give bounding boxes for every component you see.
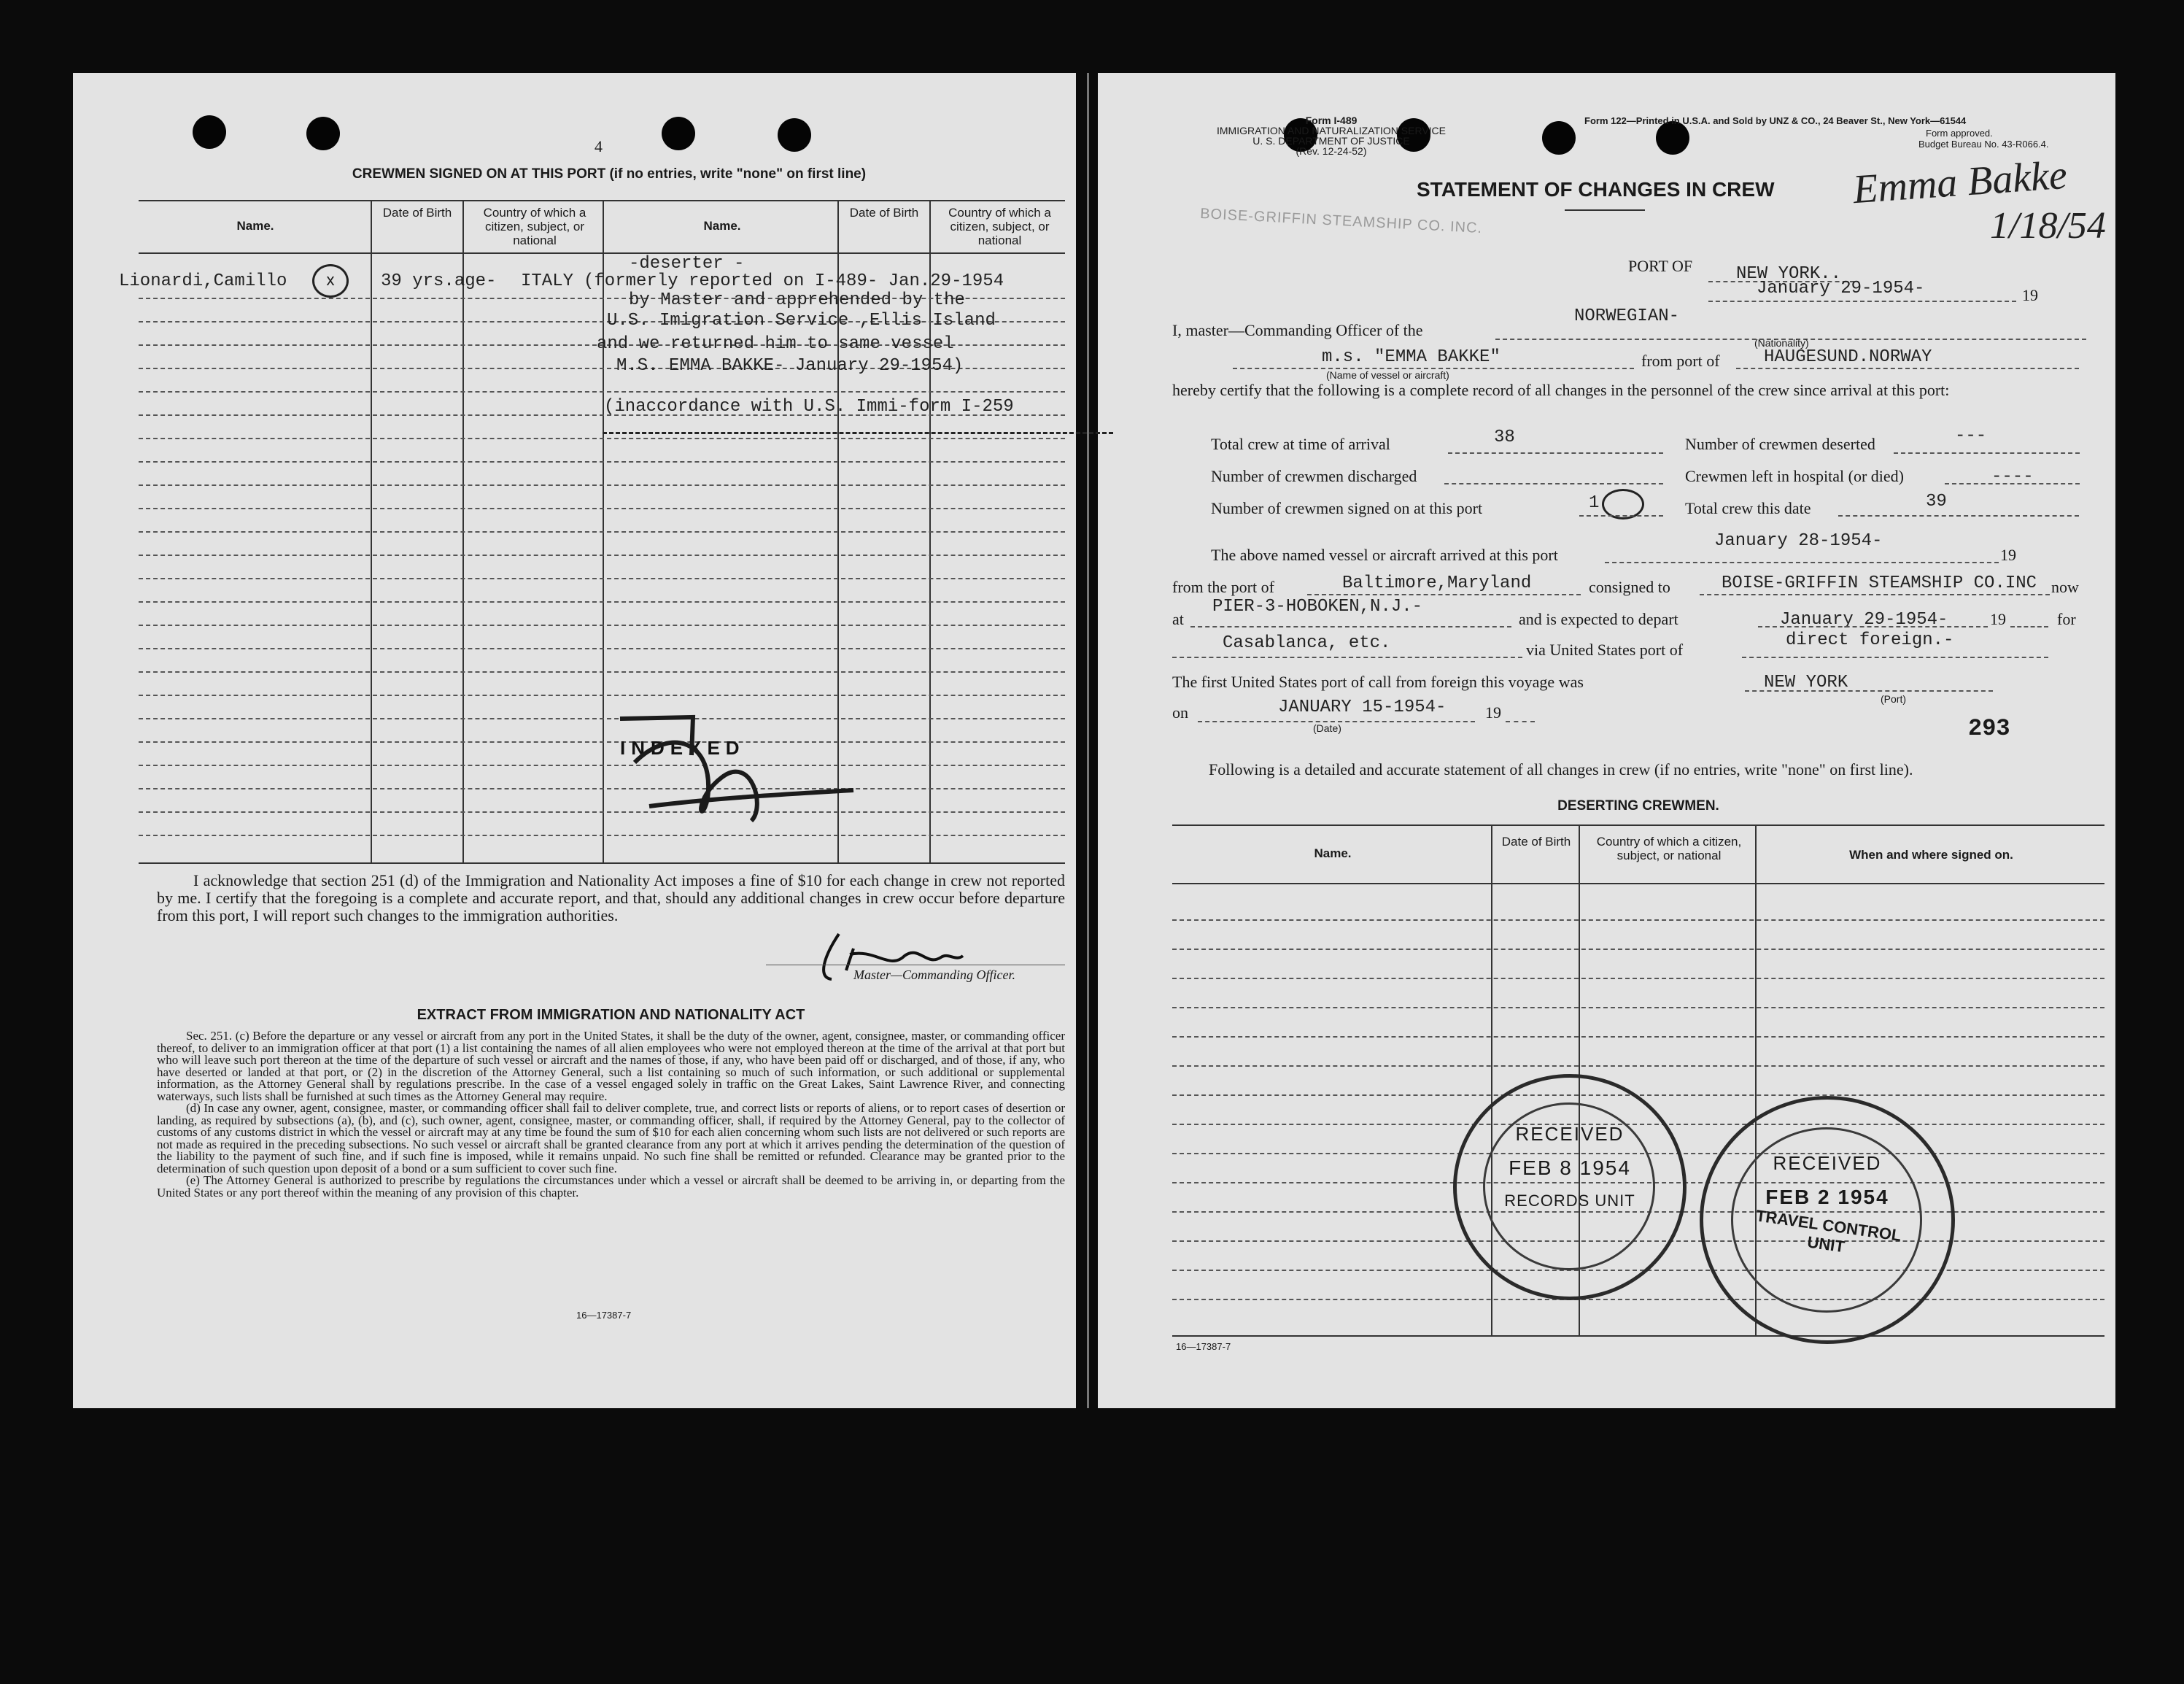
crewman-name: Lionardi,Camillo	[119, 271, 287, 291]
destination-value: Casablanca, etc.	[1223, 633, 1391, 653]
total-date-value: 39	[1926, 492, 1947, 511]
punch-hole	[1542, 121, 1576, 155]
received-stamp-travel-control: RECEIVED FEB 2 1954 TRAVEL CONTROL UNIT	[1700, 1096, 1955, 1344]
now-label: now	[2051, 578, 2079, 596]
master-label: I, master—Commanding Officer of the	[1172, 321, 1423, 339]
typed-dash-line	[603, 432, 1113, 434]
arrived-date: January 28-1954-	[1714, 531, 1883, 551]
col-header-country: Country of which a citizen, subject, or national	[483, 206, 586, 247]
col-header-name: Name.	[236, 219, 274, 233]
signature-caption: Master—Commanding Officer.	[853, 967, 1015, 982]
fill-line	[1894, 452, 2080, 454]
received-stamp-records: RECEIVED FEB 8 1954 RECORDS UNIT	[1453, 1074, 1687, 1300]
fill-line	[1172, 657, 1522, 658]
at-value: PIER-3-HOBOKEN,N.J.-	[1212, 597, 1423, 617]
form-approved: Form approved.	[1926, 128, 1993, 139]
port-value: NEW YORK..	[1736, 264, 1842, 284]
signed-on-value: 1	[1589, 493, 1600, 513]
desert-col-name: Name.	[1314, 846, 1352, 860]
fill-line	[1700, 594, 2050, 595]
fill-line	[1605, 562, 1999, 563]
from-the-port-value: Baltimore,Maryland	[1342, 573, 1532, 593]
fill-line	[1758, 626, 1988, 627]
left-section-title: CREWMEN SIGNED ON AT THIS PORT (if no entries, write "none" on first line)	[352, 166, 867, 182]
arrived-year-prefix: 19	[2000, 546, 2016, 564]
total-arrival-label: Total crew at time of arrival	[1211, 435, 1390, 453]
desert-col-dob: Date of Birth	[1501, 835, 1571, 849]
right-footer-code: 16—17387-7	[1176, 1341, 1231, 1352]
fill-line	[1506, 721, 1535, 722]
certify-text: hereby certify that the following is a complete record of all changes in the personnel of the crew since arrival at this port:	[1172, 381, 1950, 399]
left-footer-code: 16—17387-7	[576, 1310, 632, 1321]
right-table-top	[1172, 824, 2104, 826]
depart-value: January 29-1954-	[1780, 610, 1948, 630]
header-bottom-rule	[139, 252, 1065, 254]
col-header-name-2: Name.	[703, 219, 741, 233]
fill-line	[1742, 657, 2048, 658]
port-label: PORT OF	[1628, 257, 1693, 275]
budget-bureau: Budget Bureau No. 43-R066.4.	[1918, 139, 2049, 150]
table-top-rule	[139, 200, 1065, 201]
note-line-6: M.S. EMMA BAKKE- January 29-1954)	[616, 356, 964, 376]
following-text: Following is a detailed and accurate statement of all changes in crew (if no entries, write "none" on first line).	[1209, 760, 1913, 779]
statement-date: January 29-1954-	[1757, 279, 1925, 298]
fill-line	[1444, 483, 1663, 484]
extract-paragraph-d: (d) In case any owner, agent, consignee, master, or commanding officer shall fail to deliver complete, true, and correct lists or reports of aliens, or to report cases of desertion or landing, as required by subsections (a), (b), and (c), such owner, agent, consignee, master, or commanding officer, shall, if required by the Attorney General, pay to the collector of customs of any customs district in which the vessel or aircraft may at any time be found the sum of $10 for each alien concerning whom such lists are not delivered or such reports are not made as required in the preceding subsections. No such vessel or aircraft shall be granted clearance from any port at which it arrives pending the determination of the question of the liability to the payment of such fine, and if such fine is imposed, while it remains unpaid. No such fine shall be remitted or refunded. Clearance may be granted prior to the determination of such question upon deposit of a bond or a sum sufficient to cover such fine.	[157, 1101, 1065, 1175]
handwritten-date: 1/18/54	[1990, 205, 2106, 247]
total-arrival-value: 38	[1494, 428, 1515, 447]
from-the-port-label: from the port of	[1172, 578, 1274, 596]
circled-mark: x	[312, 264, 349, 298]
extract-text	[157, 1030, 1065, 1199]
on-value: JANUARY 15-1954-	[1278, 698, 1447, 717]
extract-paragraph-c: Sec. 251. (c) Before the departure or any vessel or aircraft from any port in the United States, it shall be the duty of the owner, agent, consignee, master, or commanding officer thereof, to deliver to an immigration officer at that port (1) a list containing the names of all alien employees who were not employed thereon at the time of the arrival at that port but who will leave such port thereon at the time of the departure of such vessel or aircraft and the names of those, if any, who have been paid off or discharged, and of those, if any, who have deserted or landed at that port, or (2) in the discretion of the Attorney General, such a list containing so much of such information, or such additional or supplemental information, as the Attorney General shall by regulations prescribe. In the case of a vessel engaged solely in traffic on the Great Lakes, Saint Lawrence River, and connecting waterways, such lists shall be furnished at such times as the Attorney General may require.	[157, 1029, 1065, 1103]
note-line-2: (formerly reported on I-489- Jan.29-1954	[584, 271, 1004, 291]
punch-hole	[778, 118, 811, 152]
vessel-value: m.s. "EMMA BAKKE"	[1322, 347, 1500, 367]
note-line-3: by Master and apprehended by the	[629, 290, 965, 310]
desert-col-when: When and where signed on.	[1849, 848, 2013, 862]
port-caption: (Port)	[1881, 693, 1906, 705]
signed-on-label: Number of crewmen signed on at this port	[1211, 499, 1483, 517]
consigned-value: BOISE-GRIFFIN STEAMSHIP CO.INC	[1722, 573, 2037, 593]
note-line-4: U.S. Imigration Service ,Ellis Island	[607, 311, 996, 331]
consigned-label: consigned to	[1589, 578, 1670, 596]
form-agency-block: Form I-489 IMMIGRATION AND NATURALIZATION SERVICE U. S. DEPARTMENT OF JUSTICE (Rev. 12-24-52)	[1217, 115, 1446, 157]
acknowledgement-text: I acknowledge that section 251 (d) of the Immigration and Nationality Act imposes a fine of $10 for each change in crew not reported by me. I certify that the foregoing is a complete and accurate report, and that, should any additional changes in crew occur before departure from this port, I will report such changes to the immigration authorities.	[157, 871, 1065, 924]
punch-hole	[193, 115, 226, 149]
desert-col-country: Country of which a citizen, subject, or national	[1596, 835, 1742, 862]
page-number: 4	[595, 137, 603, 155]
crewman-country: ITALY	[521, 271, 574, 291]
table-bottom-rule	[139, 862, 1065, 864]
for-label: for	[2057, 610, 2076, 628]
title-underline	[1565, 209, 1645, 211]
statement-year-prefix: 19	[2022, 286, 2038, 304]
indexed-scribble	[605, 711, 912, 843]
first-port-label: The first United States port of call from foreign this voyage was	[1172, 673, 1584, 691]
handwritten-vessel-name: Emma Bakke	[1851, 152, 2069, 213]
punch-hole	[662, 117, 695, 150]
total-date-label: Total crew this date	[1685, 499, 1811, 517]
date-caption: (Date)	[1313, 722, 1341, 734]
at-label: at	[1172, 610, 1184, 628]
form-title: STATEMENT OF CHANGES IN CREW	[1417, 178, 1775, 201]
depart-label: and is expected to depart	[1519, 610, 1678, 628]
hospital-value: ----	[1991, 467, 2034, 487]
depart-year-prefix: 19	[1990, 610, 2006, 628]
arrived-label: The above named vessel or aircraft arrived at this port	[1211, 546, 1558, 564]
col-header-dob: Date of Birth	[382, 206, 452, 220]
deserting-title: DESERTING CREWMEN.	[1557, 798, 1719, 814]
fill-line	[1448, 452, 1663, 454]
fill-line	[1838, 515, 2079, 517]
note-line-1: -deserter -	[629, 254, 745, 274]
nationality-caption: (Nationality)	[1754, 337, 1809, 349]
deserted-value: ---	[1955, 426, 1987, 446]
via-label: via United States port of	[1526, 641, 1684, 659]
hospital-label: Crewmen left in hospital (or died)	[1685, 467, 1904, 485]
on-year-prefix: 19	[1485, 703, 1501, 722]
deserted-label: Number of crewmen deserted	[1685, 435, 1875, 453]
fill-line	[1307, 594, 1581, 595]
form-printer-line: Form 122—Printed in U.S.A. and Sold by UNZ & CO., 24 Beaver St., New York—61544	[1584, 115, 1967, 126]
vessel-caption: (Name of vessel or aircraft)	[1326, 369, 1449, 381]
note-line-5: and we returned him to same vessel	[597, 334, 954, 354]
note-line-7: (inaccordance with U.S. Immi-form I-259	[604, 397, 1014, 417]
crewman-age: 39 yrs.age-	[381, 271, 497, 291]
fill-line	[1736, 368, 2079, 369]
right-table-bottom	[1172, 1335, 2104, 1337]
from-port-label: from port of	[1641, 352, 1720, 370]
col-header-dob-2: Date of Birth	[849, 206, 919, 220]
from-port-value: HAUGESUND.NORWAY	[1764, 347, 1932, 367]
fill-line	[2010, 626, 2048, 627]
number-293: 293	[1968, 715, 2010, 742]
fill-line	[1945, 483, 2080, 484]
on-label: on	[1172, 703, 1188, 722]
fill-line	[1579, 515, 1663, 517]
fill-line	[1708, 301, 2016, 302]
extract-title: EXTRACT FROM IMMIGRATION AND NATIONALITY ACT	[417, 1007, 805, 1023]
punch-hole	[306, 117, 340, 150]
nationality-value: NORWEGIAN-	[1574, 306, 1680, 326]
fill-line	[1190, 626, 1511, 627]
via-value: direct foreign.-	[1786, 630, 1954, 650]
fill-line	[1745, 690, 1993, 692]
extract-paragraph-e: (e) The Attorney General is authorized to prescribe by regulations the circumstances under which a vessel or aircraft shall be deemed to be arriving in, or departing from the United States or any port thereof within the meaning of any provision of this chapter.	[157, 1173, 1065, 1200]
page-fold	[1087, 73, 1089, 1408]
discharged-label: Number of crewmen discharged	[1211, 467, 1417, 485]
right-header-bottom	[1172, 883, 2104, 884]
company-stamp: BOISE-GRIFFIN STEAMSHIP CO. INC.	[1199, 205, 1483, 237]
first-port-value: NEW YORK	[1764, 673, 1848, 692]
col-header-country-2: Country of which a citizen, subject, or national	[948, 206, 1051, 247]
indexed-stamp: INDEXED	[620, 737, 746, 759]
